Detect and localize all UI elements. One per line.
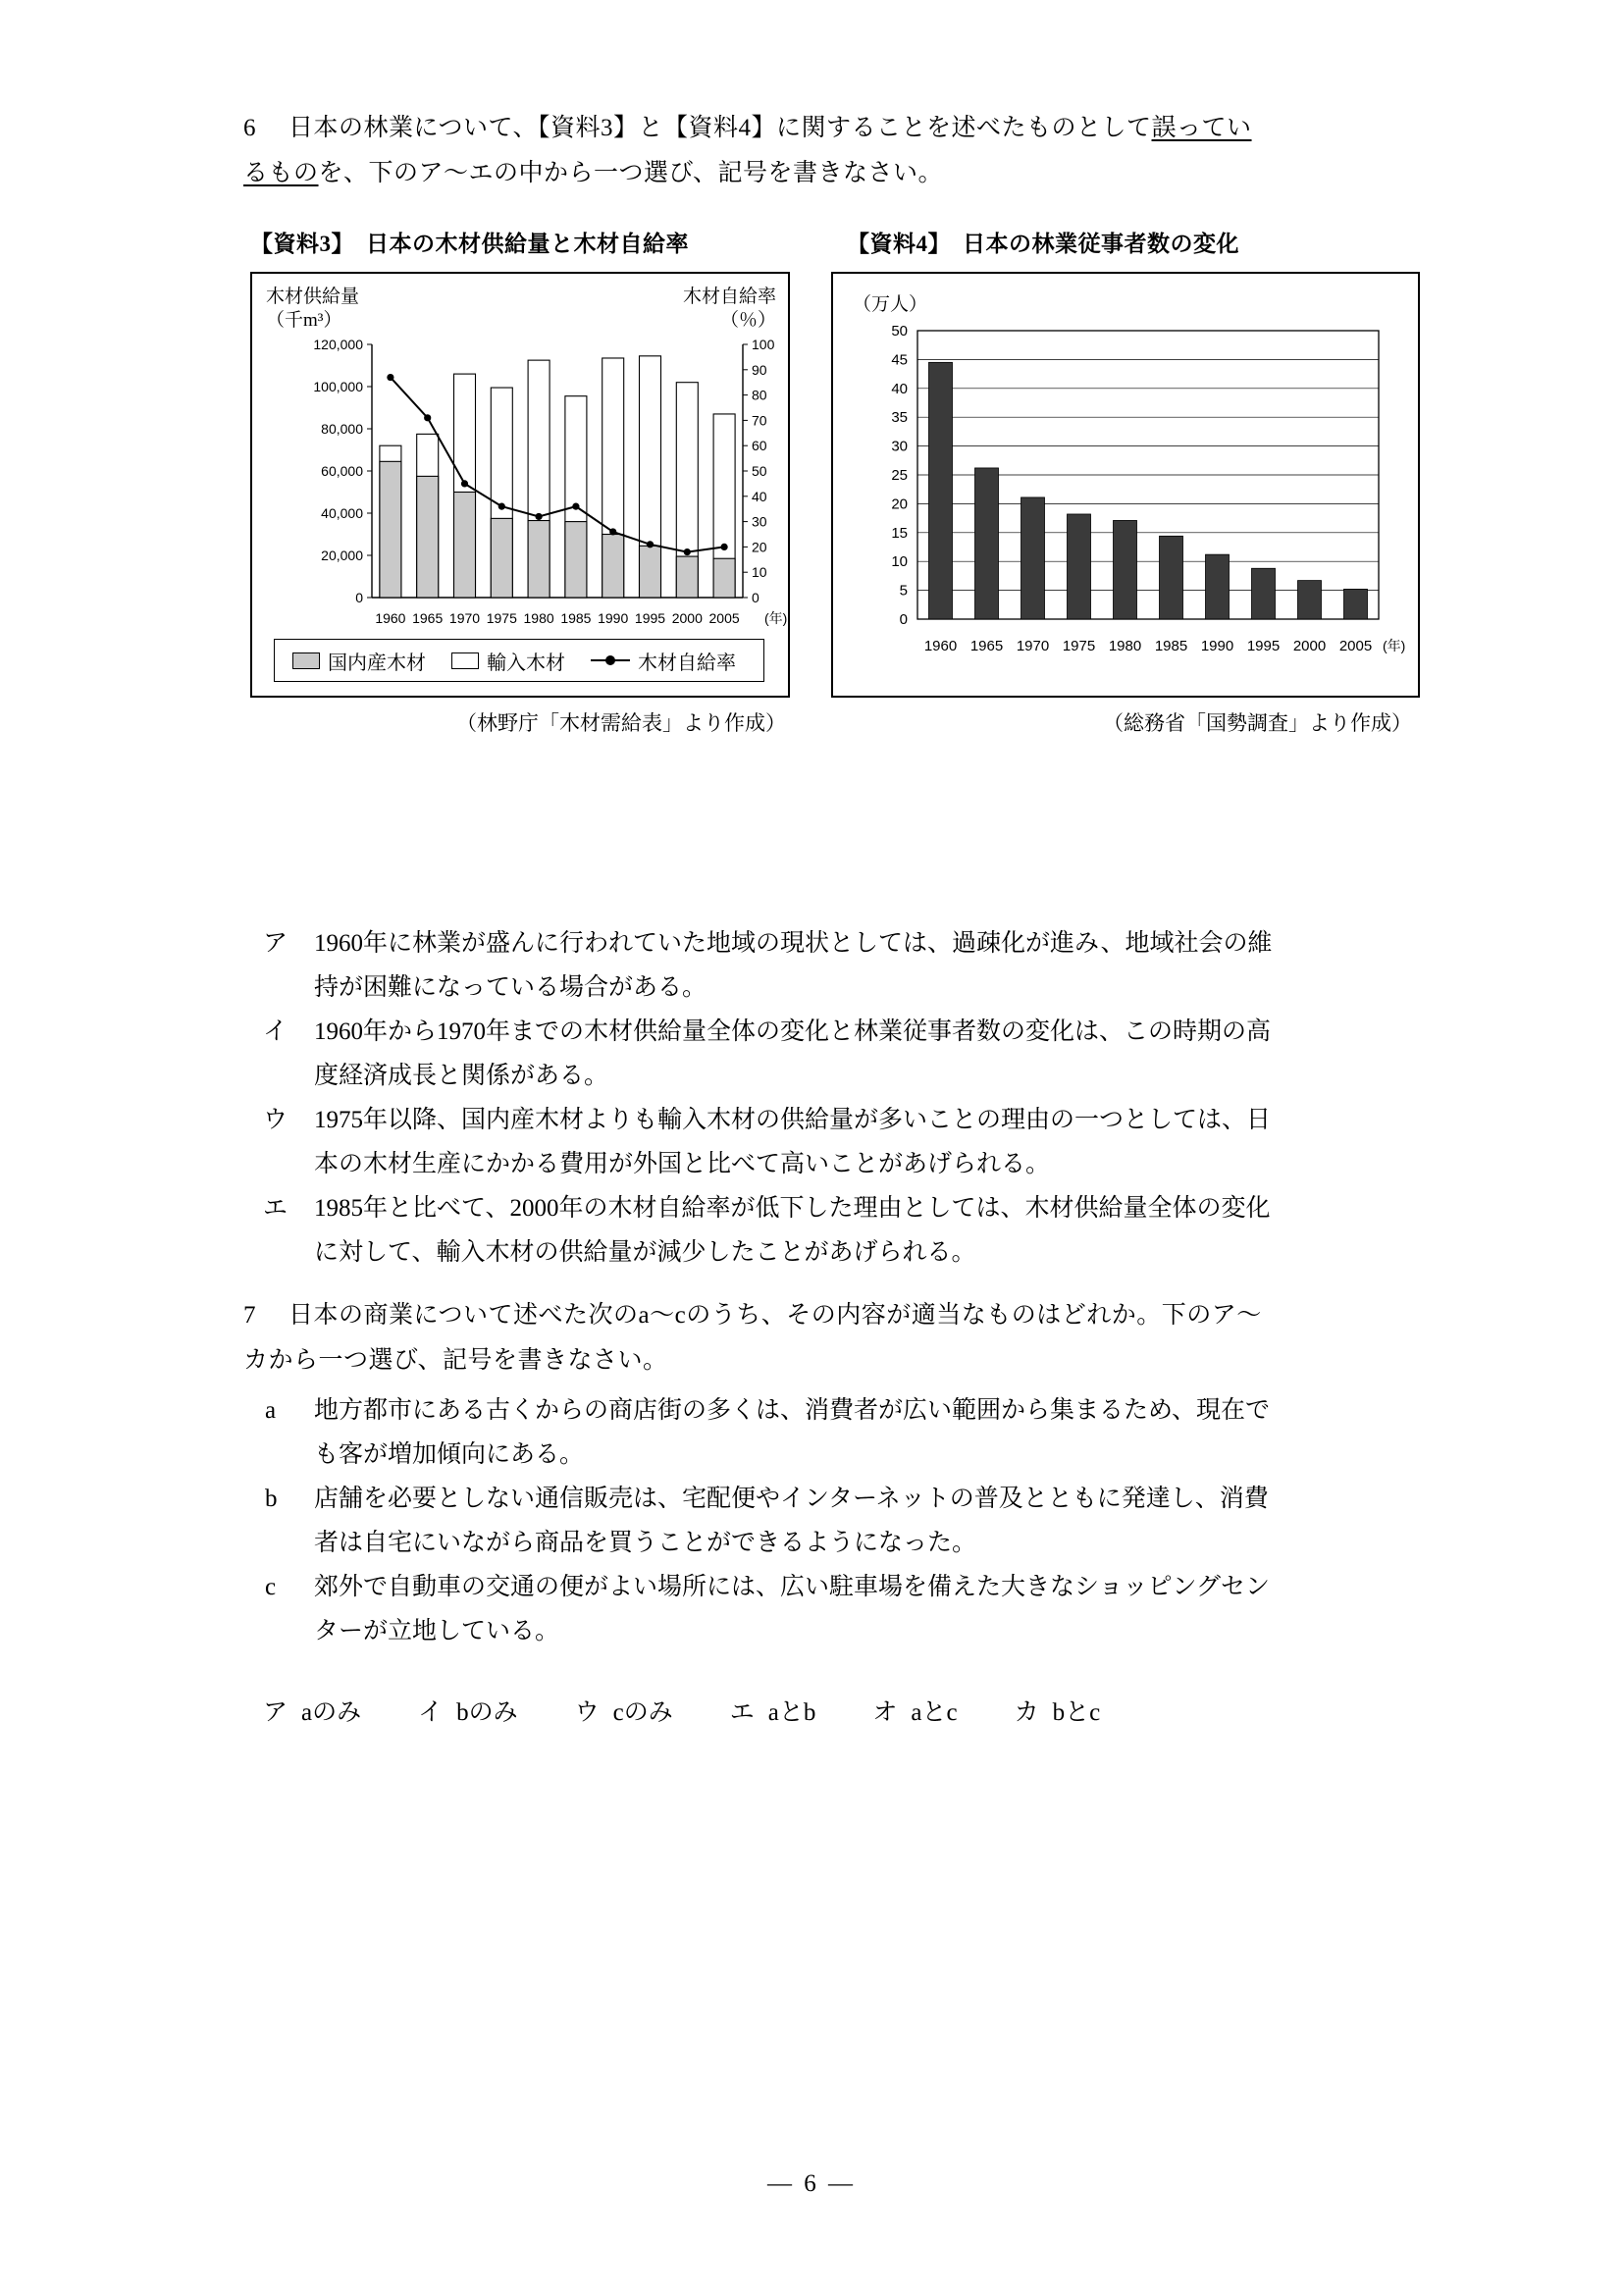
question-6-underline-b: るもの bbox=[243, 160, 319, 186]
choice-mark: エ bbox=[263, 1195, 288, 1222]
statement-line bbox=[265, 1478, 1468, 1520]
statement-text: 郊外で自動車の交通の便がよい場所には、広い駐車場を備えた大きなショッピングセン bbox=[314, 1574, 1271, 1600]
question-7-number: 7 bbox=[243, 1302, 256, 1329]
statement-line bbox=[265, 1434, 1468, 1476]
answer-option-イ[interactable] bbox=[418, 1693, 518, 1728]
svg-text:60,000: 60,000 bbox=[321, 463, 363, 479]
question-7-answer-options bbox=[263, 1693, 1440, 1728]
answer-option-エ[interactable] bbox=[730, 1693, 816, 1728]
svg-text:50: 50 bbox=[752, 463, 767, 479]
figure-4-box bbox=[831, 272, 1420, 698]
answer-option-key: ウ bbox=[574, 1699, 600, 1726]
choice-line bbox=[263, 1055, 1468, 1097]
answer-option-key: オ bbox=[872, 1699, 898, 1726]
figure-3-right-axis-label: 木材自給率 （％） bbox=[682, 287, 776, 331]
svg-text:(年): (年) bbox=[1383, 638, 1406, 653]
choice-mark: ウ bbox=[263, 1107, 288, 1133]
svg-text:1965: 1965 bbox=[412, 610, 444, 626]
statement-mark bbox=[265, 1610, 314, 1652]
figure-3-title: 【資料3】 日本の木材供給量と木材自給率 bbox=[250, 232, 689, 256]
question-7-line-1 bbox=[243, 1293, 1468, 1338]
svg-text:25: 25 bbox=[891, 467, 908, 484]
svg-text:1985: 1985 bbox=[560, 610, 592, 626]
question-6-line-1 bbox=[243, 106, 1465, 151]
statement-b bbox=[265, 1478, 1468, 1564]
svg-text:1970: 1970 bbox=[1016, 638, 1050, 654]
figure-4-chart bbox=[833, 274, 1418, 696]
question-6-number: 6 bbox=[243, 115, 256, 141]
choice-line bbox=[263, 1143, 1468, 1185]
choice-mark bbox=[263, 1231, 314, 1274]
statement-mark: a bbox=[265, 1397, 277, 1424]
svg-text:20: 20 bbox=[891, 496, 908, 513]
svg-text:1970: 1970 bbox=[448, 610, 481, 626]
svg-text:40: 40 bbox=[891, 380, 908, 397]
choice-text: に対して、輸入木材の供給量が減少したことがあげられる。 bbox=[314, 1239, 976, 1266]
choice-mark bbox=[263, 1055, 314, 1097]
svg-text:2000: 2000 bbox=[671, 610, 703, 626]
svg-text:90: 90 bbox=[752, 361, 767, 378]
choice-text: 度経済成長と関係がある。 bbox=[314, 1063, 609, 1089]
answer-option-key: カ bbox=[1014, 1699, 1039, 1726]
legend-domestic-label: 国内産木材 bbox=[328, 652, 426, 674]
choice-mark bbox=[263, 966, 314, 1009]
choice-text: 1960年から1970年までの木材供給量全体の変化と林業従事者数の変化は、この時期の高 bbox=[314, 1018, 1272, 1045]
statement-text: も客が増加傾向にある。 bbox=[314, 1441, 585, 1468]
statement-mark bbox=[265, 1522, 314, 1564]
legend-rate-line-icon bbox=[591, 653, 630, 667]
question-6-text-a: 日本の林業について、【資料3】と【資料4】に関することを述べたものとして bbox=[288, 115, 1152, 141]
choice-line bbox=[263, 1187, 1468, 1229]
choice-text: 1975年以降、国内産木材よりも輸入木材の供給量が多いことの理由の一つとしては、日 bbox=[314, 1107, 1272, 1133]
svg-text:80: 80 bbox=[752, 387, 767, 403]
statement-c bbox=[265, 1566, 1468, 1652]
svg-text:1990: 1990 bbox=[598, 610, 629, 626]
statement-mark: c bbox=[265, 1574, 277, 1600]
answer-option-ア[interactable] bbox=[263, 1693, 361, 1728]
answer-option-ウ[interactable] bbox=[575, 1693, 673, 1728]
question-6 bbox=[243, 106, 1465, 196]
statement-line bbox=[265, 1566, 1468, 1608]
answer-option-text: bとc bbox=[1052, 1699, 1101, 1726]
legend-rate-label: 木材自給率 bbox=[638, 652, 736, 674]
answer-option-key: イ bbox=[418, 1699, 444, 1726]
question-7-items bbox=[265, 1389, 1468, 1652]
choice-line bbox=[263, 1099, 1468, 1141]
svg-text:20,000: 20,000 bbox=[321, 548, 363, 563]
answer-option-カ[interactable] bbox=[1015, 1693, 1101, 1728]
svg-text:1960: 1960 bbox=[923, 638, 958, 654]
svg-text:120,000: 120,000 bbox=[313, 337, 363, 352]
svg-text:1975: 1975 bbox=[1062, 638, 1096, 654]
choice-text: 本の木材生産にかかる費用が外国と比べて高いことがあげられる。 bbox=[314, 1151, 1051, 1177]
statement-text: 地方都市にある古くからの商店街の多くは、消費者が広い範囲から集まるため、現在で bbox=[314, 1397, 1271, 1424]
svg-text:70: 70 bbox=[752, 412, 767, 429]
svg-text:30: 30 bbox=[891, 438, 908, 455]
figure-3-source: （林野庁「木材需給表」より作成） bbox=[456, 711, 786, 735]
choice-エ[interactable] bbox=[263, 1187, 1468, 1274]
choice-mark: イ bbox=[263, 1018, 288, 1045]
figure-boxes bbox=[250, 272, 1467, 698]
svg-text:20: 20 bbox=[752, 539, 767, 555]
svg-text:10: 10 bbox=[752, 564, 767, 581]
svg-text:60: 60 bbox=[752, 438, 767, 454]
figures-row bbox=[250, 226, 1467, 737]
svg-text:50: 50 bbox=[891, 323, 908, 339]
choice-line bbox=[263, 1231, 1468, 1274]
figure-3-chart bbox=[252, 274, 788, 696]
choice-line bbox=[263, 922, 1468, 965]
legend-rate bbox=[591, 647, 736, 675]
legend-imported bbox=[451, 647, 565, 675]
statement-line bbox=[265, 1610, 1468, 1652]
choice-text: 1960年に林業が盛んに行われていた地域の現状としては、過疎化が進み、地域社会の維 bbox=[314, 930, 1273, 957]
svg-text:80,000: 80,000 bbox=[321, 421, 363, 437]
statement-a bbox=[265, 1389, 1468, 1476]
statement-text: 店舗を必要としない通信販売は、宅配便やインターネットの普及とともに発達し、消費 bbox=[314, 1486, 1269, 1512]
svg-text:1980: 1980 bbox=[1108, 638, 1142, 654]
svg-text:15: 15 bbox=[891, 524, 908, 542]
svg-text:40,000: 40,000 bbox=[321, 505, 363, 521]
svg-text:1980: 1980 bbox=[523, 610, 554, 626]
legend-domestic-swatch bbox=[292, 652, 320, 669]
figure-3-legend bbox=[274, 639, 764, 682]
svg-text:0: 0 bbox=[899, 611, 908, 628]
question-7-line-2 bbox=[243, 1338, 1468, 1383]
figure-4-axis-label: （万人） bbox=[853, 294, 928, 315]
question-6-line-2 bbox=[243, 151, 1465, 196]
svg-text:1990: 1990 bbox=[1200, 638, 1234, 654]
answer-option-オ[interactable] bbox=[872, 1693, 957, 1728]
question-7 bbox=[243, 1293, 1468, 1654]
figure-4-source: （総務省「国勢調査」より作成） bbox=[1103, 711, 1412, 735]
question-6-text-b: を、下のア～エの中から一つ選び、記号を書きなさい。 bbox=[318, 160, 944, 186]
figure-sources bbox=[250, 707, 1467, 737]
statement-line bbox=[265, 1389, 1468, 1432]
figure-3-left-axis-label: 木材供給量 （千m³） bbox=[266, 287, 360, 331]
question-6-underline-a: 誤ってい bbox=[1151, 115, 1252, 141]
answer-option-text: aとc bbox=[911, 1699, 958, 1726]
svg-text:1975: 1975 bbox=[486, 610, 517, 626]
svg-text:100: 100 bbox=[752, 337, 775, 352]
figure-3-box bbox=[250, 272, 790, 698]
page-number: — 6 — bbox=[767, 2170, 856, 2197]
svg-text:40: 40 bbox=[752, 488, 767, 504]
statement-mark: b bbox=[265, 1486, 278, 1512]
statement-line bbox=[265, 1522, 1468, 1564]
legend-imported-label: 輸入木材 bbox=[487, 652, 565, 674]
question-7-text-1: 日本の商業について述べた次のa～cのうち、その内容が適当なものはどれか。下のア～ bbox=[288, 1302, 1262, 1329]
choice-line bbox=[263, 1011, 1468, 1053]
statement-text: 者は自宅にいながら商品を買うことができるようになった。 bbox=[314, 1530, 977, 1556]
answer-option-text: bのみ bbox=[456, 1699, 518, 1726]
svg-text:100,000: 100,000 bbox=[313, 379, 363, 394]
svg-text:(年): (年) bbox=[764, 610, 788, 626]
svg-text:2005: 2005 bbox=[1338, 638, 1373, 654]
legend-domestic bbox=[292, 647, 426, 675]
svg-text:0: 0 bbox=[752, 590, 759, 605]
svg-text:30: 30 bbox=[752, 513, 767, 530]
choice-mark: ア bbox=[263, 930, 288, 957]
figure-4-title: 【資料4】 日本の林業従事者数の変化 bbox=[847, 232, 1239, 256]
figure-titles bbox=[250, 226, 1467, 258]
question-7-text-2: カから一つ選び、記号を書きなさい。 bbox=[243, 1347, 668, 1374]
choice-ウ[interactable] bbox=[263, 1099, 1468, 1185]
statement-mark bbox=[265, 1434, 314, 1476]
legend-imported-swatch bbox=[451, 652, 479, 669]
svg-text:1965: 1965 bbox=[969, 638, 1004, 654]
choice-ア[interactable] bbox=[263, 922, 1468, 1009]
svg-text:35: 35 bbox=[891, 409, 908, 427]
choice-イ[interactable] bbox=[263, 1011, 1468, 1097]
answer-option-text: cのみ bbox=[612, 1699, 673, 1726]
svg-text:2005: 2005 bbox=[708, 610, 740, 626]
answer-option-key: ア bbox=[263, 1699, 288, 1726]
svg-text:10: 10 bbox=[891, 553, 908, 571]
answer-option-text: aのみ bbox=[301, 1699, 362, 1726]
answer-option-key: エ bbox=[729, 1699, 755, 1726]
svg-text:1995: 1995 bbox=[1246, 638, 1281, 654]
svg-text:2000: 2000 bbox=[1292, 638, 1327, 654]
svg-text:0: 0 bbox=[355, 590, 363, 605]
svg-text:5: 5 bbox=[899, 582, 908, 600]
choice-text: 持が困難になっている場合がある。 bbox=[314, 974, 707, 1001]
svg-text:1995: 1995 bbox=[634, 610, 666, 626]
statement-text: ターが立地している。 bbox=[314, 1618, 560, 1644]
choice-mark bbox=[263, 1143, 314, 1185]
choice-line bbox=[263, 966, 1468, 1009]
svg-text:1960: 1960 bbox=[375, 610, 406, 626]
answer-option-text: aとb bbox=[767, 1699, 816, 1726]
choice-text: 1985年と比べて、2000年の木材自給率が低下した理由としては、木材供給量全体の変化 bbox=[314, 1195, 1271, 1222]
svg-text:1985: 1985 bbox=[1154, 638, 1188, 654]
question-6-choices bbox=[263, 922, 1468, 1276]
svg-text:45: 45 bbox=[891, 351, 908, 369]
